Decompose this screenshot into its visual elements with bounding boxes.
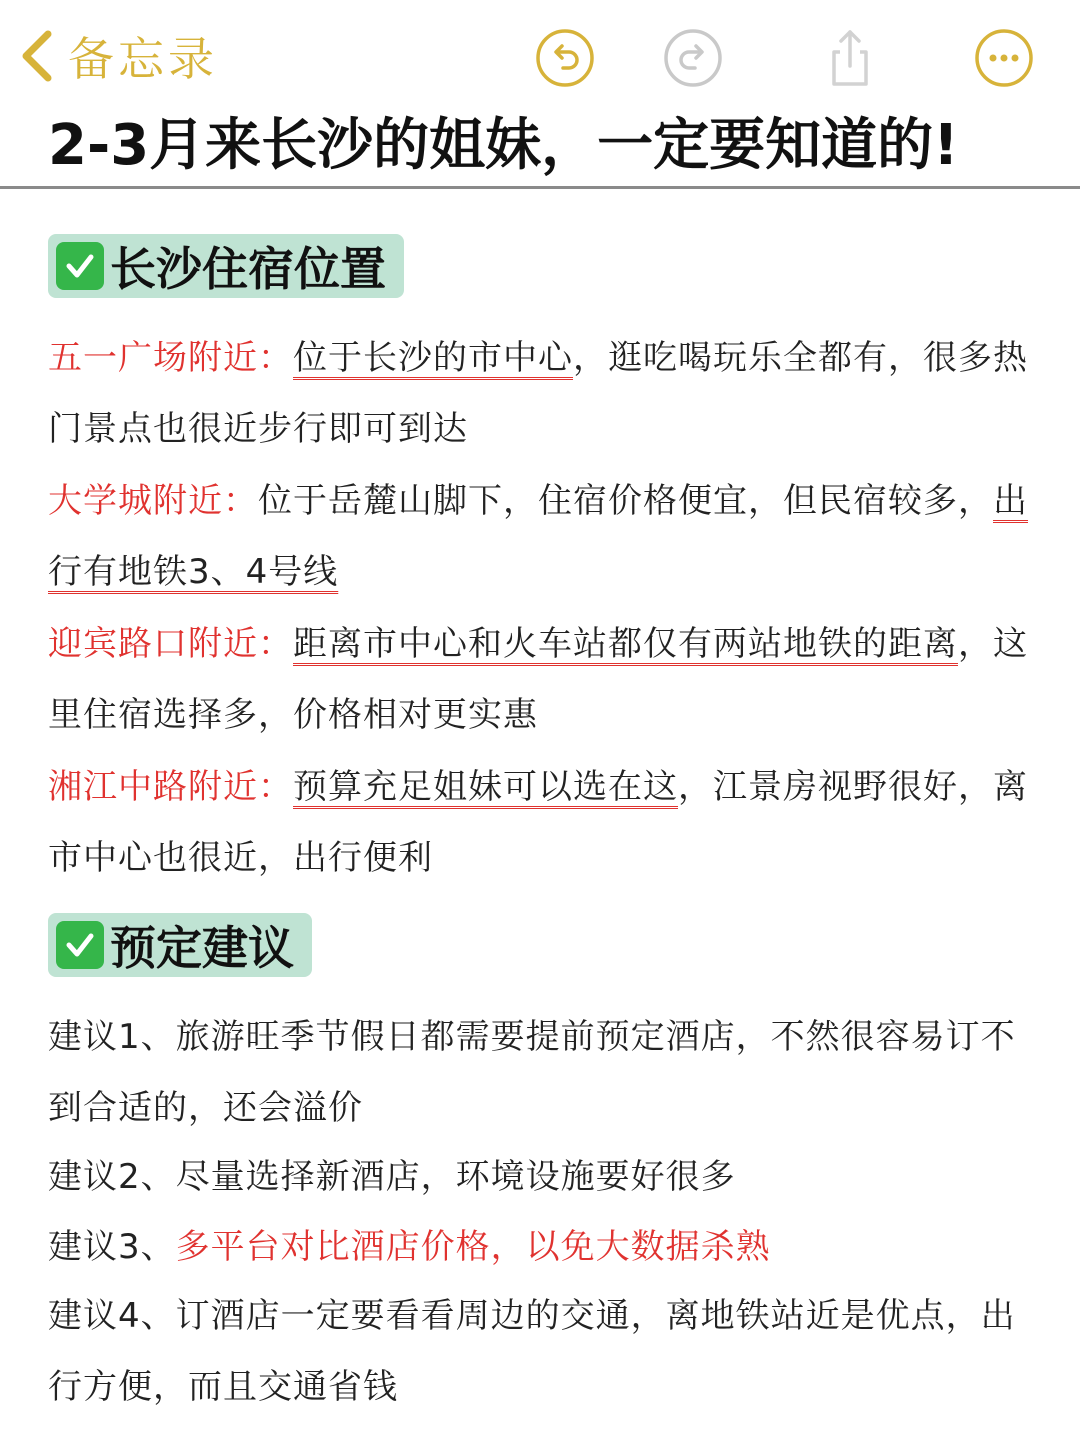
back-button[interactable] [18, 24, 218, 88]
item-text: 位于岳麓山脚下，住宿价格便宜，但民宿较多， [258, 481, 993, 521]
checkmark-icon [56, 921, 104, 969]
undo-icon[interactable] [535, 28, 595, 88]
lodging-item-daxuecheng [48, 466, 1038, 608]
redo-icon[interactable] [663, 28, 723, 88]
note-title[interactable]: 2-3月来长沙的姐妹，一定要知道的! [48, 113, 959, 178]
item-text: ，这里住宿选择多，价格相对更实惠 [48, 624, 1028, 735]
item-text: ，逛吃喝玩乐全都有，很多热门景点也很近步行即可到达 [48, 338, 1028, 449]
item-label: 大学城附近： [48, 481, 258, 521]
advice-prefix: 建议2、 [48, 1157, 176, 1197]
advice-text: 旅游旺季节假日都需要提前预定酒店，不然很容易订不到合适的，还会溢价 [48, 1017, 1016, 1128]
item-label: 迎宾路口附近： [48, 624, 293, 664]
share-icon[interactable] [820, 28, 880, 88]
item-highlight: 出行有地铁3、4号线 [48, 481, 1028, 592]
advice-text-highlight: 多平台对比酒店价格，以免大数据杀熟 [175, 1227, 771, 1267]
advice-item-2 [48, 1142, 1038, 1213]
advice-prefix: 建议1、 [48, 1017, 176, 1057]
advice-item-4 [48, 1281, 1038, 1423]
more-icon[interactable] [974, 28, 1034, 88]
title-divider [0, 186, 1080, 189]
section-title: 预定建议 [110, 921, 294, 975]
lodging-item-xiangjiang [48, 752, 1038, 894]
advice-item-3 [48, 1212, 1038, 1283]
lodging-item-wuyi [48, 323, 1038, 465]
item-highlight: 位于长沙的市中心 [293, 338, 573, 378]
chevron-left-icon [18, 26, 58, 86]
section-header-lodging [48, 234, 404, 298]
back-label: 备忘录 [68, 32, 218, 86]
advice-text: 尽量选择新酒店，环境设施要好很多 [175, 1157, 736, 1197]
item-highlight: 预算充足姐妹可以选在这 [293, 767, 678, 807]
checkmark-icon [56, 242, 104, 290]
section-title: 长沙住宿位置 [110, 242, 386, 296]
item-label: 五一广场附近： [48, 338, 293, 378]
section-header-booking [48, 913, 312, 977]
advice-item-1 [48, 1002, 1038, 1144]
item-highlight: 距离市中心和火车站都仅有两站地铁的距离 [293, 624, 958, 664]
item-label: 湘江中路附近： [48, 767, 293, 807]
advice-text: 订酒店一定要看看周边的交通，离地铁站近是优点，出行方便，而且交通省钱 [48, 1296, 1016, 1407]
item-text: ，江景房视野很好，离市中心也很近，出行便利 [48, 767, 1028, 878]
advice-prefix: 建议3、 [48, 1227, 176, 1267]
top-toolbar [0, 0, 1080, 110]
advice-prefix: 建议4、 [48, 1296, 176, 1336]
lodging-item-yingbinlu [48, 609, 1038, 751]
